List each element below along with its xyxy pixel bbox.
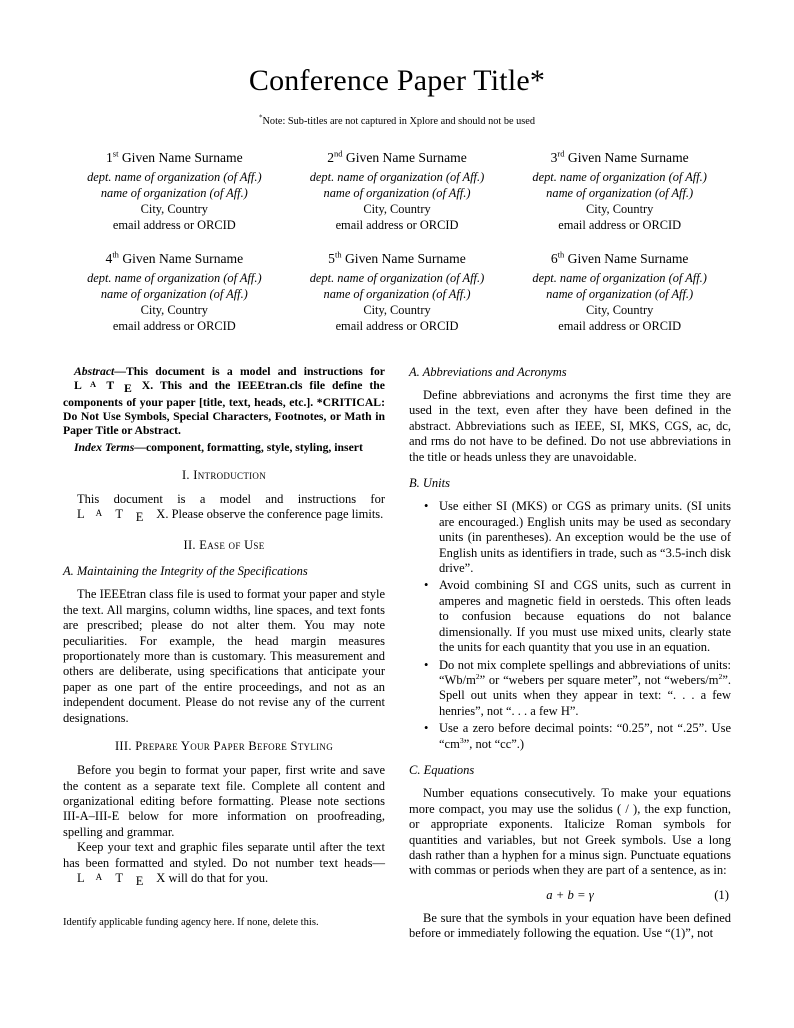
author-name: 6th Given Name Surname <box>550 249 689 266</box>
author-email: email address or ORCID <box>112 218 236 232</box>
author-name: 4th Given Name Surname <box>105 249 244 266</box>
integrity-paragraph: The IEEEtran class file is used to format your paper and style the text. All margins, column widths, line spaces, and text fonts are prescribed; please do not alter them. You may note peculiarities. For example, the head margin measures proportionately more than is customary. This measurement and others are deliberate, using specifications that anticipate your paper as one part of the entire proceedings, and not as an independent document. Please do not revise any of the current designations. <box>63 587 385 725</box>
section-heading-ease-of-use: II. Ease of Use <box>183 538 265 553</box>
author-block <box>63 250 286 334</box>
section-heading-prepare: III. Prepare Your Paper Before Styling <box>114 739 334 754</box>
author-dept: dept. name of organization (of Aff.) <box>309 271 485 285</box>
author-org: name of organization (of Aff.) <box>100 186 248 200</box>
list-item: • Use a zero before decimal points: “0.25”, not “.25”. Use “$cm^3$”, not “cc”.) <box>409 721 731 752</box>
author-org: name of organization (of Aff.) <box>323 186 471 200</box>
author-dept: dept. name of organization (of Aff.) <box>87 170 262 184</box>
author-city: City, Country <box>363 202 431 216</box>
equations-paragraph: Number equations consecutively. To make your equations more compact, you may use the solidus ( / ), the exp function, or appropriate exponents. Italicize Roman symbols for quantities and variables, but not Greek symbols. Use a long dash rather than a hyphen for a minus sign. Punctuate equations with commas or periods when they are part of a sentence, as in: <box>409 786 731 878</box>
author-dept: dept. name of organization (of Aff.) <box>532 271 707 285</box>
equation-body: a + b = γ <box>546 887 594 902</box>
author-dept: dept. name of organization (of Aff.) <box>532 170 707 184</box>
subsection-heading-abbreviations: A. Abbreviations and Acronyms <box>409 365 567 379</box>
right-column <box>409 365 731 942</box>
author-city: City, Country <box>363 303 431 317</box>
subsection-heading-units: B. Units <box>409 476 450 491</box>
index-terms: Index Terms—component, formatting, style, styling, insert <box>74 440 363 454</box>
abbreviations-paragraph: Define abbreviations and acronyms the first time they are used in the text, even after they have been defined in the abstract. Abbreviations such as IEEE, SI, MKS, CGS, ac, dc, and rms do not have to be defined. Do not use abbreviations in the title or heads unless they are unavoidable. <box>409 388 731 464</box>
author-email: email address or ORCID <box>335 218 459 232</box>
closing-paragraph: Be sure that the symbols in your equation have been defined before or immediately following the equation. Use “(1)”, not <box>409 910 731 941</box>
section-heading-introduction: I. Introduction <box>181 467 267 482</box>
author-name: 3rd Given Name Surname <box>550 148 689 165</box>
subsection-heading-integrity: A. Maintaining the Integrity of the Specifications <box>63 564 308 579</box>
introduction-paragraph: This document is a model and instructions for L A T E X. Please observe the conference page limits. <box>77 491 385 524</box>
author-block <box>508 149 731 233</box>
author-org: name of organization (of Aff.) <box>546 186 694 200</box>
paper-title: Conference Paper Title* <box>248 64 546 97</box>
author-block <box>63 149 286 233</box>
author-dept: dept. name of organization (of Aff.) <box>309 170 485 184</box>
author-city: City, Country <box>140 202 208 216</box>
subsection-heading-equations: C. Equations <box>409 763 475 778</box>
equation <box>409 888 731 903</box>
title-note: *Note: Sub-titles are not captured in Xplore and should not be used <box>258 113 536 127</box>
author-email: email address or ORCID <box>112 319 236 333</box>
prepare-paragraph-2: Keep your text and graphic files separate until after the text has been formatted and styled. Do not number text heads—L A T E X will do that for you. <box>63 840 385 888</box>
author-grid <box>63 149 731 334</box>
author-org: name of organization (of Aff.) <box>546 287 694 301</box>
author-email: email address or ORCID <box>558 218 682 232</box>
author-name: 2nd Given Name Surname <box>327 148 467 165</box>
author-block <box>508 250 731 334</box>
paper-body <box>63 365 731 942</box>
left-column <box>63 365 385 942</box>
units-list <box>409 499 731 752</box>
author-org: name of organization (of Aff.) <box>323 287 471 301</box>
list-item: • Avoid combining SI and CGS units, such as current in amperes and magnetic field in oersteds. This often leads to confusion because equations do not balance dimensionally. If you must use mixed units, clearly state the units for each quantity that you use in an equation. <box>409 578 731 655</box>
author-org: name of organization (of Aff.) <box>100 287 248 301</box>
author-block <box>286 250 509 334</box>
author-email: email address or ORCID <box>335 319 459 333</box>
author-name: 1st Given Name Surname <box>105 148 243 165</box>
author-email: email address or ORCID <box>558 319 682 333</box>
author-city: City, Country <box>585 303 654 317</box>
author-city: City, Country <box>140 303 208 317</box>
author-dept: dept. name of organization (of Aff.) <box>87 271 262 285</box>
author-name: 5th Given Name Surname <box>328 249 466 266</box>
author-block <box>286 149 509 233</box>
author-city: City, Country <box>585 202 654 216</box>
list-item: • Do not mix complete spellings and abbreviations of units: “$Wb/m^2$” or “webers per square meter”, not “$webers/m^2$”. Spell out units when they appear in text: “. . . a few henries”, not “. . . a few H”. <box>409 658 731 720</box>
equation-number: (1) <box>714 887 729 902</box>
abstract: Abstract—This document is a model and instructions for L A T E X. This and the IEEEtran.cls file define the components of your paper [title, text, heads, etc.]. *CRITICAL: Do Not Use Symbols, Special Characters, Footnotes, or Math in Paper Title or Abstract. <box>63 365 385 438</box>
list-item: • Use either SI (MKS) or CGS as primary units. (SI units are encouraged.) English units may be used as secondary units (in parentheses). An exception would be the use of English units as identifiers in trade, such as “3.5-inch disk drive”. <box>409 499 731 576</box>
prepare-paragraph-1: Before you begin to format your paper, first write and save the content as a separate text file. Complete all content and organizational editing before formatting. Please note sections III-A–III-E below for more information on proofreading, spelling and grammar. <box>63 763 385 839</box>
funding-footnote: Identify applicable funding agency here. If none, delete this. <box>63 917 319 929</box>
